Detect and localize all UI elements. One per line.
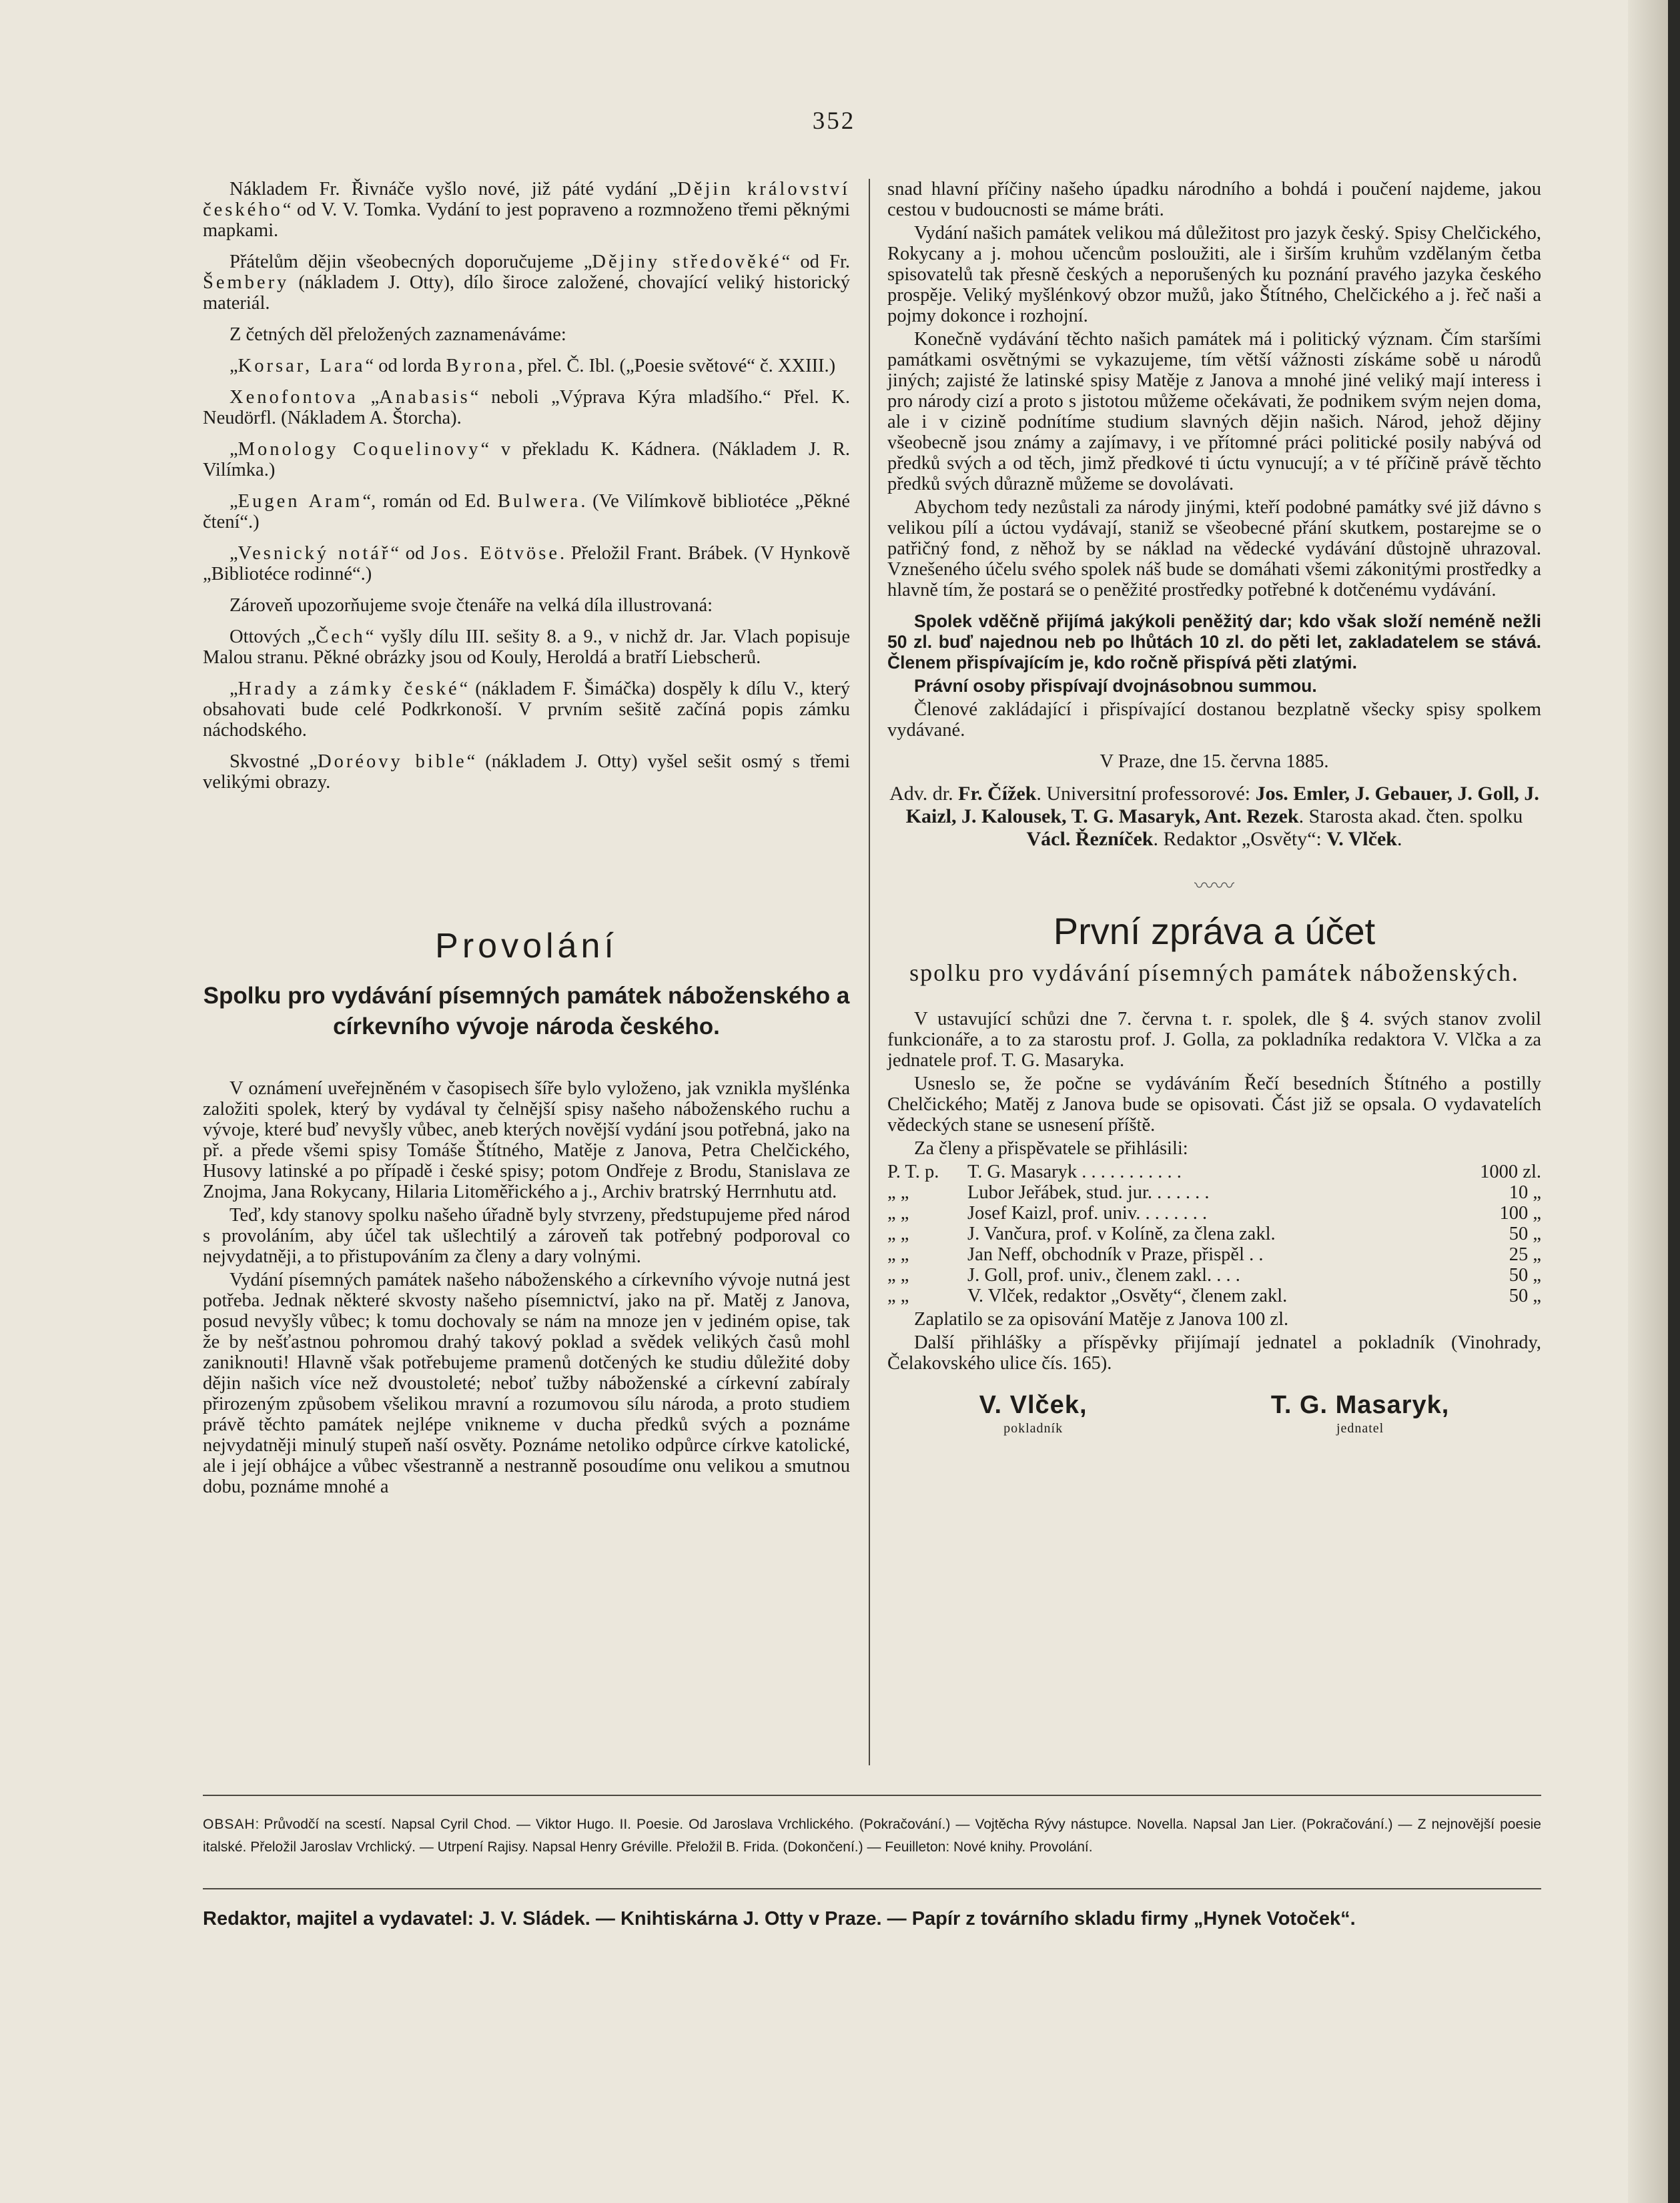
note-text: „ [358,387,380,408]
member-prefix: „ „ [887,1244,909,1265]
note-text: “ v překladu K. Kádnera. (Nákladem J. R. Vilímka.) [203,439,850,480]
signer-text: . [1396,828,1402,850]
report-paragraph: Za členy a přispěvatele se přihlásili: [914,1138,1188,1159]
note-text: . (Ve Vilímkově bibliotéce „Pěkné čtení“.) [203,491,850,532]
note-paragraph [203,679,850,741]
note-text: Zároveň upozorňujeme svoje čtenáře na velká díla illustrovaná: [230,595,713,616]
report-closing-line: Zaplatilo se za opisování Matěje z Janova 100 zl. [914,1309,1289,1330]
signer-name: V. Vlček [1326,828,1397,850]
note-text: „ [230,543,238,564]
member-row [887,1182,1541,1203]
note-title: Dějiny středověké [592,252,782,272]
contents-rule-top [203,1795,1541,1796]
membership-notice-line: Spolek vděčně přijímá jakýkoli peněžitý dar; kdo však složí neméně nežli 50 zl. buď najednou neb po lhůtách 10 zl. do pěti let, zakladatelem se stává. Členem přispívajícím je, kdo ročně přispívá pěti zlatými. [887,611,1541,673]
member-amount: 25 „ [1509,1244,1541,1265]
note-paragraph [203,252,850,314]
membership-notice [887,611,1541,697]
note-paragraph [203,179,850,241]
member-name: Jan Neff, obchodník v Praze, přispěl . . [967,1244,1264,1265]
signer-name: Jos. Emler, J. Gebauer, J. Goll, J. Kaizl, J. Kalousek, T. G. Masaryk, Ant. Rezek [905,783,1539,827]
note-text: “ (nákladem J. Otty) vyšel sešit osmý s třemi velikými obrazy. [203,751,850,793]
member-prefix: „ „ [887,1182,909,1203]
proclamation-subtitle: Spolku pro vydávání písemných památek náboženského a církevního vývoje národa českého. [203,983,850,1039]
note-text: “ od [390,543,431,564]
member-row [887,1265,1541,1286]
members-list [887,1162,1541,1306]
note-paragraph [203,324,850,345]
note-text: „ [230,356,238,376]
note-title: Xenofontova [230,387,358,408]
note-text: , přel. Č. Ibl. („Poesie světové“ č. XXIII.) [518,356,836,376]
note-paragraph [203,626,850,668]
note-text: Z četných děl přeložených zaznamenáváme: [230,324,566,345]
member-amount: 50 „ [1509,1286,1541,1306]
member-name: Lubor Jeřábek, stud. jur. . . . . . . [967,1182,1210,1203]
signer-name: Fr. Čížek [958,783,1037,805]
member-amount: 50 „ [1509,1265,1541,1286]
note-paragraph [203,595,850,616]
signer-text: . Redaktor „Osvěty“: [1153,828,1327,850]
report-closing-line: Další přihlášky a příspěvky přijímají jednatel a pokladník (Vinohrady, Čelakovského ulice čís. 165). [887,1332,1541,1374]
note-text: “ od V. V. Tomka. Vydání to jest popraveno a rozmnoženo třemi pěknými mapkami. [203,199,850,241]
report-paragraph: Usneslo se, že počne se vydáváním Řečí besedních Štítného a postilly Chelčického; Matěj z Janova bude se opisovati. Část již se opsala. O vydavatelích vědeckých stane se usnesení příště. [887,1073,1541,1136]
signer-name: Václ. Řezníček [1026,828,1154,850]
note-title: Dějin království českého [203,179,850,220]
proclamation-paragraph: Teď, kdy stanovy spolku našeho úřadně byly stvrzeny, předstupujeme před národ s provoláním, aby účel tak ušlechtilý a zároveň tak potřebný podporoval co nejvydatněji, a to přistupováním za členy a dary volnými. [203,1205,850,1267]
proclamation-paragraph: V oznámení uveřejněném v časopisech šíře bylo vyloženo, jak vznikla myšlénka založiti spolek, který by vydával ty čelnější spisy našeho náboženského ruchu a vývoje, které buď nevyšly vůbec, aneb kterých novější vydání jsou potřebná, jako na př. a přede všemi spisy Tomáše Štítného, Matěje z Janova, Petra Chelčického, Husovy latinské a po případě i české spisy; potom Ondřeje z Brodu, Stanislava ze Znojma, Jana Rokycany, Hilaria Litoměřického a j., Archiv bratrský Herrnhutu atd. [203,1078,850,1202]
table-of-contents [203,1813,1541,1859]
note-title: Čech [316,626,366,647]
note-text: “ od Fr. [781,252,850,272]
note-title: Jos. Eötvöse [430,543,560,564]
note-text: „ [230,439,238,460]
proclamation-paragraph: Vydání písemných památek našeho náboženského a církevního vývoje nutná jest potřeba. Jednak některé skvosty našeho písemnictví, jako na př. Matěj z Janova, posud nevyšly vůbec; k tomu dochovaly se nám na mnoze jen v jediném opise, tak že by nešťastnou pohromou drahý takový poklad a svědek velikých časů mohl zaniknouti! Hlavně však potřebujeme pramenů dotčených ke studiu důležité doby dějin našich více než dvoustoleté; neboť tužby náboženské a církevní zabíraly přirozeným způsobem všelikou mravní a rozumovou sílu národa, a proto studiem právě těchto památek nejlépe vnikneme v ducha předků svých a poznáme nejvydatněji minulý stupeň naší osvěty. Poznáme netoliko odpůrce církve katolické, ale i její obhájce a vůbec všestranně a nestranně posoudíme onu velikou a smutnou dobu, poznáme mnohé a [203,1270,850,1497]
signature-name: V. Vlček, [979,1391,1088,1419]
note-text: “ vyšly dílu III. sešity 8. a 9., v nichž dr. Jar. Vlach popisuje Malou stranu. Pěkné obrázky jsou od Kouly, Heroldá a bratří Liebscherů. [203,626,850,668]
note-text: “, román od Ed. [362,491,498,512]
member-prefix: „ „ [887,1265,909,1286]
member-name: J. Goll, prof. univ., členem zakl. . . . [967,1265,1240,1286]
member-row [887,1162,1541,1182]
contents-rule-bottom [203,1888,1541,1889]
section-separator: 〰〰 [1194,875,1234,897]
column-divider [869,179,870,1765]
right-paragraph: Vydání našich památek velikou má důležitost pro jazyk český. Spisy Chelčického, Rokycany a j. mohou učencům posloužiti, ale i širším kruhům vzdělaným četba spisovatelů tak přesně českých a neporušených ku poznání pravého jazyka českého prospěje. Veliký myšlénkový obzor mužů, jako Štítného, Chelčického a j. řeč naši a pojmy dokonce i rozhojní. [887,223,1541,326]
note-text: (nákladem J. Otty), dílo široce založené, chovající veliký historický materiál. [203,272,850,314]
member-row [887,1224,1541,1244]
note-paragraph [203,751,850,793]
right-paragraph: snad hlavní příčiny našeho úpadku národního a bohdá i poučení najdeme, jakou cestou v budoucnosti se máme bráti. [887,179,1541,220]
note-text: Nákladem Fr. Řivnáče vyšlo nové, již páté vydání „ [230,179,678,199]
note-title: Doréovy bible [318,751,467,772]
member-row [887,1203,1541,1224]
member-row [887,1286,1541,1306]
note-title: Monology Coquelinovy [238,439,481,460]
member-name: V. Vlček, redaktor „Osvěty“, členem zakl. [967,1286,1288,1306]
note-title: Eugen Aram [238,491,363,512]
note-text: . Přeložil Frant. Brábek. (V Hynkově „Bibliotéce rodinné“.) [203,543,850,584]
right-column [887,179,1541,1436]
member-row [887,1244,1541,1265]
proclamation-title: Provolání [435,927,618,965]
signer-text: Adv. dr. [889,783,959,805]
right-paragraph: Konečně vydávání těchto našich památek má i politický význam. Čím staršími památkami osvětnými se vykazujeme, tím větší vážnosti získáme sobě u národů jiných; zajisté že latinské spisy Matěje z Janova a mnohé jiné veliký mají interess i pro národy cizí a proto s jistotou můžeme očekávati, že podnikem svým nejen doma, ale i v cizině podnítíme studium slavných dějin našich. Národ, jehož dějiny všeobecně jsou známy a zajímavy, i ve přítomné práci politické posily nabývá od předků svých a od těch, jimž předkové ti úctu vynucují; a v té příčině právě těchto předků svých důrazně můžeme se dovolávati. [887,329,1541,494]
member-amount: 100 „ [1499,1203,1541,1224]
membership-notice-line: Právní osoby přispívají dvojnásobnou summou. [914,676,1317,696]
note-title: Anabasis [379,387,470,408]
member-prefix: „ „ [887,1203,909,1224]
signer-text: . Universitní professorové: [1036,783,1256,805]
report-signature [1271,1391,1449,1436]
note-title: Bulwera [497,491,581,512]
note-text: “ (nákladem F. Šimáčka) dospěly k dílu V., který obsahovati bude celé Podkrkonoší. V prvním sešitě začíná popis zámku náchodského. [203,679,850,741]
right-paragraph: Abychom tedy nezůstali za národy jinými, kteří podobné památky své již dávno s velikou pílí a úctou vydávají, staniž se všeobecné přání skutkem, postarejme se o patřičný fond, z něhož by se náklad na vědecké vydávání důstojně uhrazoval. Vznešeného účelu svého spolek náš bude se domáhati všemi zákonitými prostředky a hlavně tím, že postará se o peněžité prostředky potřebné k dotčenému vydávání. [887,497,1541,600]
note-text: „ [230,679,238,699]
signature-role: pokladník [1003,1421,1064,1436]
report-subtitle: spolku pro vydávání písemných památek náboženských. [909,959,1519,986]
member-prefix: „ „ [887,1224,909,1244]
member-name: J. Vančura, prof. v Kolíně, za člena zakl. [967,1224,1276,1244]
report-paragraph: V ustavující schůzi dne 7. června t. r. spolek, dle § 4. svých stanov zvolil funkcionáře, a to za starostu prof. J. Golla, za pokladníka redaktora V. Vlčka a za jednatele prof. T. G. Masaryka. [887,1009,1541,1071]
signer-text: . Starosta akad. čten. spolku [1298,805,1523,827]
note-paragraph [203,543,850,584]
report-title: První zpráva a účet [1053,910,1376,952]
note-text: „ [230,491,238,512]
left-column [203,179,850,1508]
proclamation-continuation [887,179,1541,600]
literary-notes [203,179,850,793]
member-amount: 10 „ [1509,1182,1541,1203]
page-number: 352 [812,107,856,135]
members-note: Členové zakládající i přispívající dostanou bezplatně všecky spisy spolkem vydávané. [887,699,1541,741]
note-text: Ottových „ [230,626,316,647]
note-paragraph [203,387,850,428]
place-date: V Praze, dne 15. června 1885. [1100,751,1329,772]
publisher-imprint: Redaktor, majitel a vydavatel: J. V. Sládek. — Knihtiskárna J. Otty v Praze. — Papír z továrního skladu firmy „Hynek Votoček“. [203,1908,1356,1929]
note-title: Hrady a zámky české [238,679,460,699]
contents-text: Průvodčí na scestí. Napsal Cyril Chod. — Viktor Hugo. II. Poesie. Od Jaroslava Vrchlického. (Pokračování.) — Vojtěcha Rývy nástupce. Novella. Napsal Jan Lier. (Pokračování.) — Z nejnovější poesie italské. Přeložil Jaroslav Vrchlický. — Utrpení Rajisy. Napsal Henry Gréville. Přeložil B. Frida. (Dokončení.) — Feuilleton: Nové knihy. Provolání. [203,1817,1541,1855]
note-title: Korsar, Lara [238,356,366,376]
signature-name: T. G. Masaryk, [1270,1391,1450,1419]
note-paragraph [203,491,850,532]
note-text: Přátelům dějin všeobecných doporučujeme „ [230,252,592,272]
note-title: Vesnický notář [238,543,391,564]
signature-role: jednatel [1336,1421,1384,1436]
note-paragraph [203,356,850,376]
note-text: Skvostné „ [230,751,318,772]
note-title: Byrona [446,356,518,376]
note-text: “ od lorda [365,356,446,376]
note-text: “ neboli „Výprava Kýra mladšího.“ Přel. K. Neudörfl. (Nákladem A. Štorcha). [203,387,851,428]
contents-label: OBSAH: [203,1817,260,1832]
member-name: Josef Kaizl, prof. univ. . . . . . . . [967,1203,1208,1224]
report-signatures [887,1391,1541,1436]
member-amount: 1000 zl. [1480,1162,1541,1182]
page-edge [1628,0,1668,2203]
report-body [887,1009,1541,1159]
member-prefix: P. T. p. [887,1162,939,1182]
proclamation-body [203,1078,850,1497]
note-title: Šembery [203,272,290,293]
report-signature [979,1391,1088,1436]
signers-list [887,783,1541,851]
member-amount: 50 „ [1509,1224,1541,1244]
report-closing [887,1309,1541,1374]
member-name: T. G. Masaryk . . . . . . . . . . . [967,1162,1182,1182]
member-prefix: „ „ [887,1286,909,1306]
note-paragraph [203,439,850,480]
